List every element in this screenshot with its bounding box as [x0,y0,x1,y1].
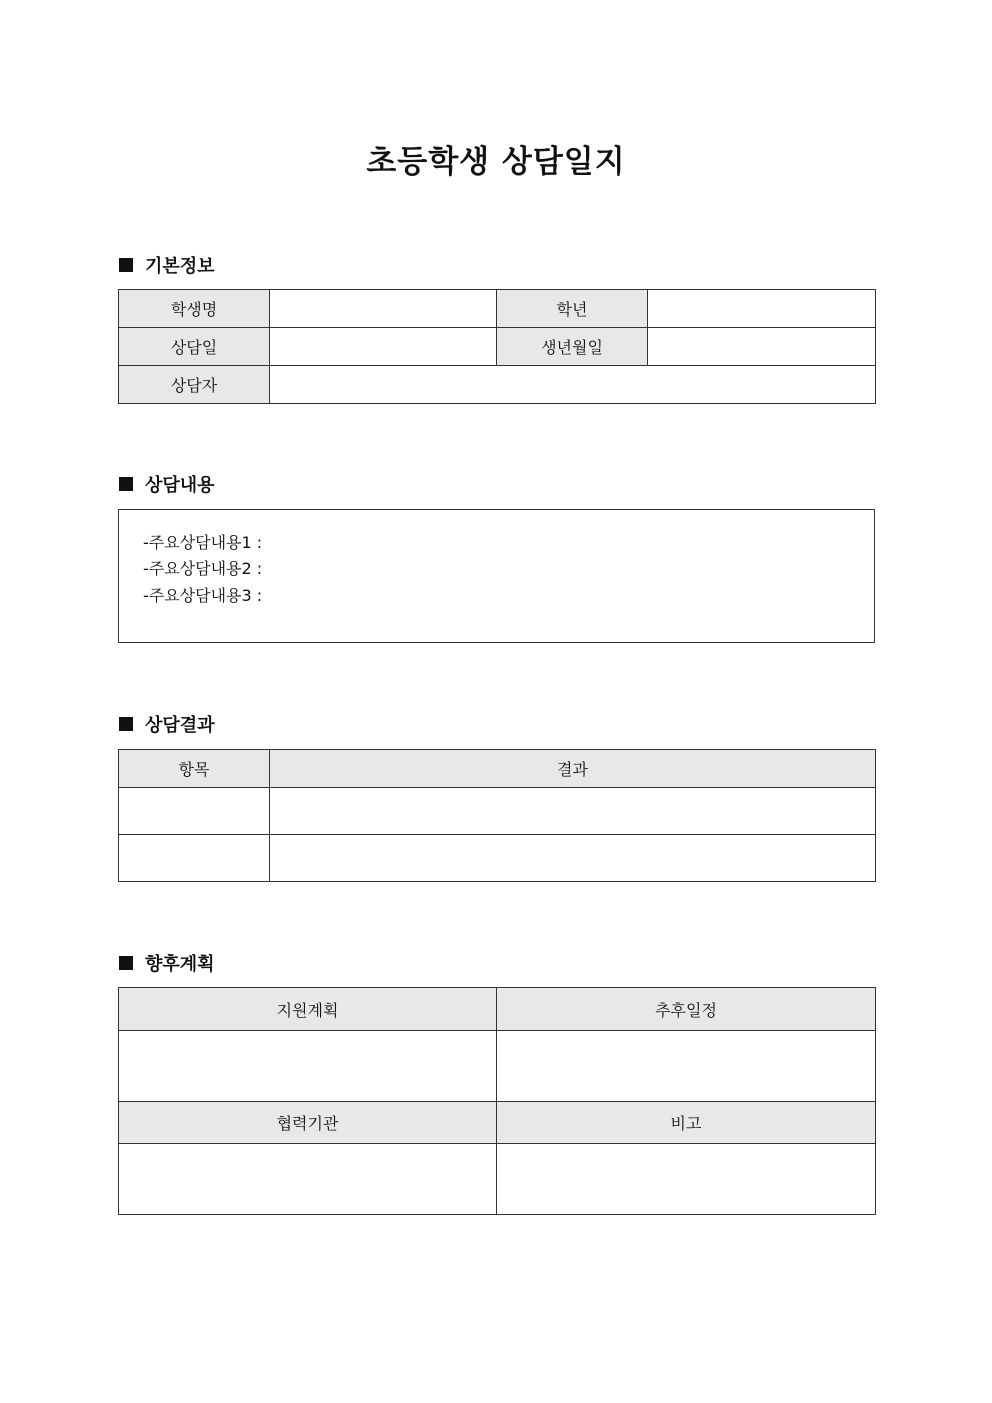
date-label: 상담일 [119,328,270,366]
followup-label: 추후일정 [497,988,876,1031]
section-heading-plan [119,951,215,975]
plan-table [118,987,876,1215]
counselor-field[interactable] [270,366,876,404]
square-bullet-icon [119,477,133,491]
square-bullet-icon [119,258,133,272]
grade-label: 학년 [497,290,648,328]
counselor-label: 상담자 [119,366,270,404]
section-heading-label: 상담내용 [145,475,215,496]
square-bullet-icon [119,956,133,970]
note-field[interactable] [497,1144,876,1215]
content-line-3: -주요상담내용3 : [143,586,263,605]
content-box[interactable] [118,509,875,643]
date-field[interactable] [270,328,497,366]
result-item-cell[interactable] [119,788,270,835]
student-name-label: 학생명 [119,290,270,328]
result-col-item: 항목 [119,750,270,788]
result-value-cell[interactable] [270,835,876,882]
support-plan-field[interactable] [119,1031,497,1102]
section-heading-basic-info [119,253,215,277]
support-plan-label: 지원계획 [119,988,497,1031]
birth-field[interactable] [648,328,876,366]
page-title: 초등학생 상담일지 [366,144,626,180]
result-col-result: 결과 [270,750,876,788]
basic-info-table [118,289,876,404]
result-table [118,749,876,882]
section-heading-content [119,472,215,496]
followup-field[interactable] [497,1031,876,1102]
student-name-field[interactable] [270,290,497,328]
note-label: 비고 [497,1102,876,1144]
result-item-cell[interactable] [119,835,270,882]
birth-label: 생년월일 [497,328,648,366]
content-line-1: -주요상담내용1 : [143,533,263,552]
partner-label: 협력기관 [119,1102,497,1144]
partner-field[interactable] [119,1144,497,1215]
section-heading-result [119,712,215,736]
section-heading-label: 향후계획 [145,954,215,975]
section-heading-label: 상담결과 [145,715,215,736]
section-heading-label: 기본정보 [145,256,215,277]
square-bullet-icon [119,717,133,731]
result-value-cell[interactable] [270,788,876,835]
content-line-2: -주요상담내용2 : [143,559,263,578]
grade-field[interactable] [648,290,876,328]
